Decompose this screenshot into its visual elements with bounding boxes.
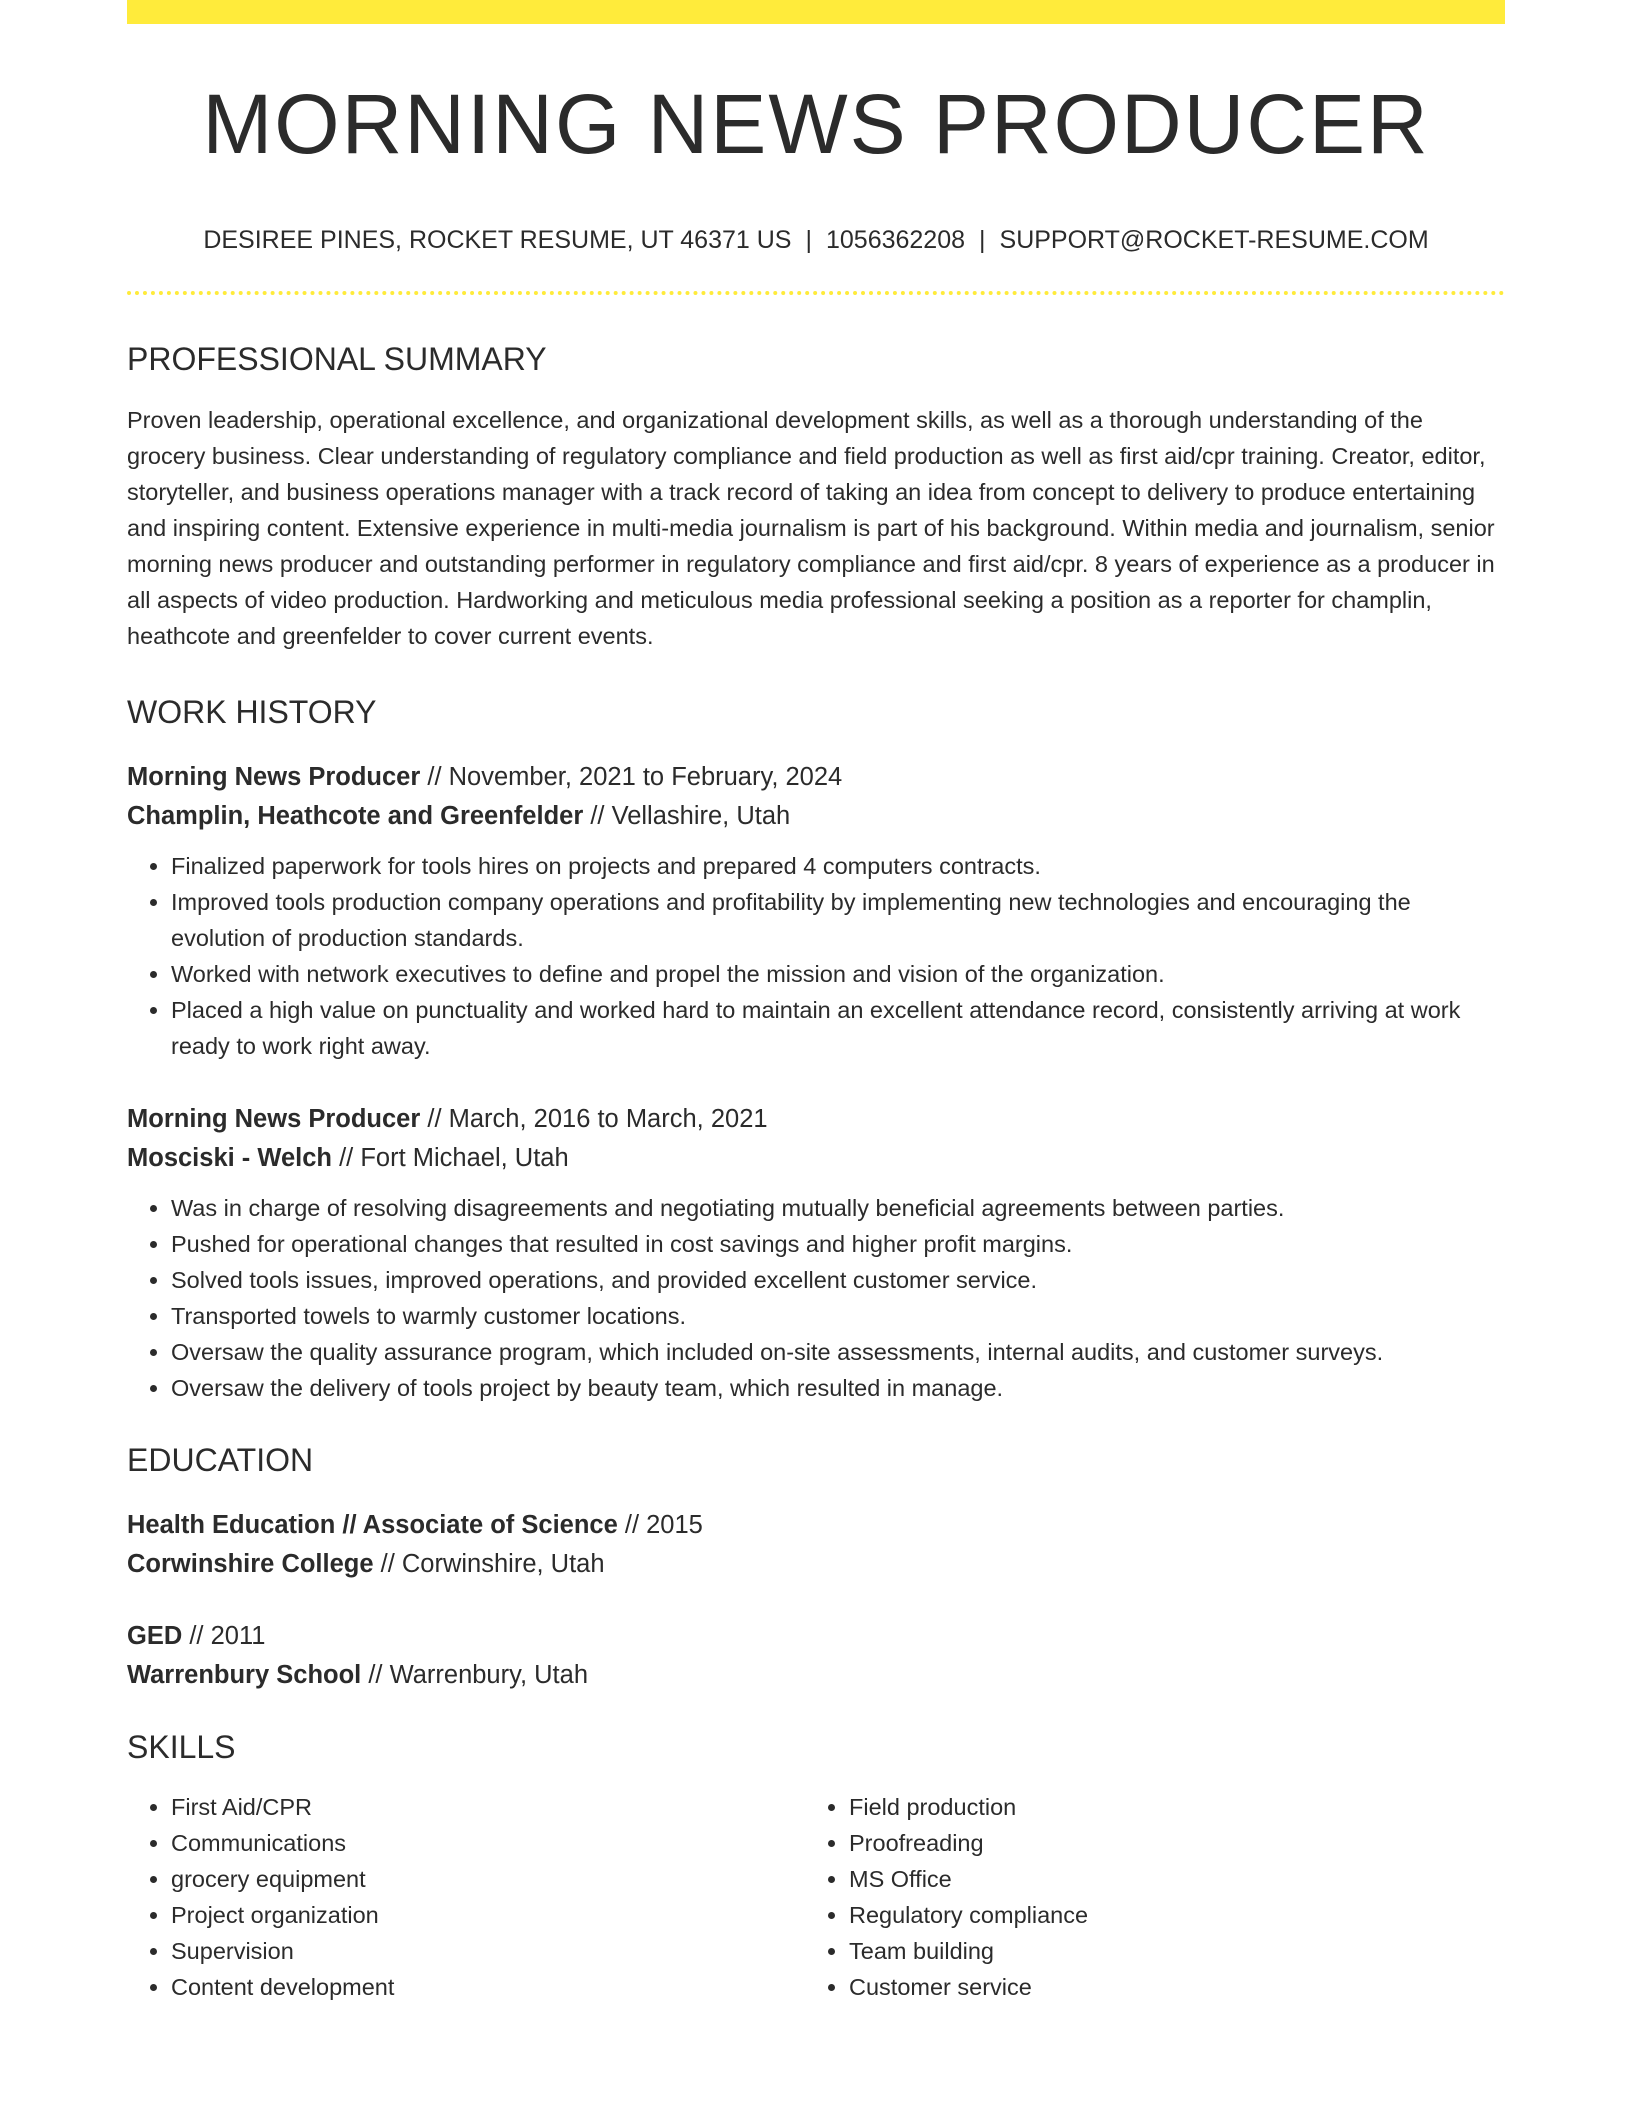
skill-item: • Proofreading	[849, 1825, 1483, 1861]
dotted-divider	[127, 291, 1505, 295]
job-location: // Vellashire, Utah	[583, 802, 791, 830]
education-entry	[127, 1617, 1505, 1695]
skill-item: • Content development	[171, 1969, 805, 2005]
skill-item: • First Aid/CPR	[171, 1789, 805, 1825]
skill-item: • MS Office	[849, 1861, 1483, 1897]
job-company-line	[127, 797, 1505, 836]
skill-item: • Project organization	[171, 1897, 805, 1933]
job-bullet: • Oversaw the delivery of tools project by beauty team, which resulted in manage.	[171, 1370, 1505, 1406]
section-heading-summary: PROFESSIONAL SUMMARY	[127, 341, 547, 377]
job-company: Champlin, Heathcote and Greenfelder	[127, 802, 584, 830]
skill-item: • Regulatory compliance	[849, 1897, 1483, 1933]
education-degree-line	[127, 1617, 1505, 1656]
job-bullet: • Improved tools production company operations and profitability by implementing new technologies and encouraging the evolution of production standards.	[171, 884, 1505, 956]
contact-separator: |	[979, 226, 986, 254]
education-school-line	[127, 1545, 1505, 1584]
skill-item: • Supervision	[171, 1933, 805, 1969]
section-heading-work: WORK HISTORY	[127, 694, 377, 730]
section-heading-skills: SKILLS	[127, 1729, 236, 1765]
job-title-line	[127, 1100, 1505, 1139]
skills-columns	[127, 1789, 1505, 2005]
job-title: Morning News Producer	[127, 1105, 421, 1133]
skill-item: • Customer service	[849, 1969, 1483, 2005]
job-location: // Fort Michael, Utah	[332, 1144, 569, 1172]
education-school: Warrenbury School	[127, 1661, 362, 1689]
skill-item: • grocery equipment	[171, 1861, 805, 1897]
accent-top-bar	[127, 0, 1505, 24]
education-year: // 2011	[182, 1622, 266, 1650]
education-location: // Warrenbury, Utah	[361, 1661, 589, 1689]
job-title: Morning News Producer	[127, 763, 421, 791]
education-section	[127, 1444, 1505, 1695]
contact-email: SUPPORT@ROCKET-RESUME.COM	[999, 226, 1429, 254]
contact-separator: |	[805, 226, 812, 254]
skill-item: • Team building	[849, 1933, 1483, 1969]
work-history-section	[127, 696, 1505, 1406]
education-degree-line	[127, 1506, 1505, 1545]
education-school-line	[127, 1656, 1505, 1695]
job-entry	[127, 758, 1505, 1064]
contact-phone: 1056362208	[825, 226, 966, 254]
education-school: Corwinshire College	[127, 1550, 374, 1578]
skills-list-right	[805, 1789, 1483, 2005]
resume-title: MORNING NEWS PRODUCER	[202, 77, 1430, 171]
job-bullet-list	[127, 848, 1505, 1064]
education-year: // 2015	[617, 1511, 703, 1539]
education-location: // Corwinshire, Utah	[373, 1550, 605, 1578]
job-entry	[127, 1100, 1505, 1406]
job-bullet: • Placed a high value on punctuality and worked hard to maintain an excellent attendance record, consistently arriving at work ready to work right away.	[171, 992, 1505, 1064]
job-dates: // March, 2016 to March, 2021	[420, 1105, 768, 1133]
skill-item: • Communications	[171, 1825, 805, 1861]
education-degree: Health Education // Associate of Science	[127, 1511, 618, 1539]
education-degree: GED	[127, 1622, 183, 1650]
job-bullet: • Was in charge of resolving disagreements and negotiating mutually beneficial agreements between parties.	[171, 1190, 1505, 1226]
job-bullet: • Pushed for operational changes that resulted in cost savings and higher profit margins.	[171, 1226, 1505, 1262]
job-bullet: • Oversaw the quality assurance program, which included on-site assessments, internal audits, and customer surveys.	[171, 1334, 1505, 1370]
job-company: Mosciski - Welch	[127, 1144, 333, 1172]
job-company-line	[127, 1139, 1505, 1178]
professional-summary-section	[127, 343, 1505, 654]
summary-paragraph: Proven leadership, operational excellence, and organizational development skills, as well as a thorough understanding of the grocery business. Clear understanding of regulatory compliance and field production as well as first aid/cpr training. Creator, editor, storyteller, and business operations manager with a track record of taking an idea from concept to delivery to produce entertaining and inspiring content. Extensive experience in multi-media journalism is part of his background. Within media and journalism, senior morning news producer and outstanding performer in regulatory compliance and first aid/cpr. 8 years of experience as a producer in all aspects of video production. Hardworking and meticulous media professional seeking a position as a reporter for champlin, heathcote and greenfelder to cover current events.	[127, 407, 1495, 649]
job-bullet: • Solved tools issues, improved operations, and provided excellent customer service.	[171, 1262, 1505, 1298]
skills-list-left	[127, 1789, 805, 2005]
contact-line	[127, 228, 1505, 253]
job-bullet: • Worked with network executives to define and propel the mission and vision of the organization.	[171, 956, 1505, 992]
job-bullet: • Transported towels to warmly customer locations.	[171, 1298, 1505, 1334]
section-heading-education: EDUCATION	[127, 1442, 314, 1478]
job-title-line	[127, 758, 1505, 797]
resume-page	[127, 0, 1505, 2005]
job-dates: // November, 2021 to February, 2024	[420, 763, 843, 791]
contact-address: DESIREE PINES, ROCKET RESUME, UT 46371 US	[203, 226, 792, 254]
skill-item: • Field production	[849, 1789, 1483, 1825]
education-entry	[127, 1506, 1505, 1584]
job-bullet: • Finalized paperwork for tools hires on projects and prepared 4 computers contracts.	[171, 848, 1505, 884]
skills-section	[127, 1731, 1505, 2005]
job-bullet-list	[127, 1190, 1505, 1406]
